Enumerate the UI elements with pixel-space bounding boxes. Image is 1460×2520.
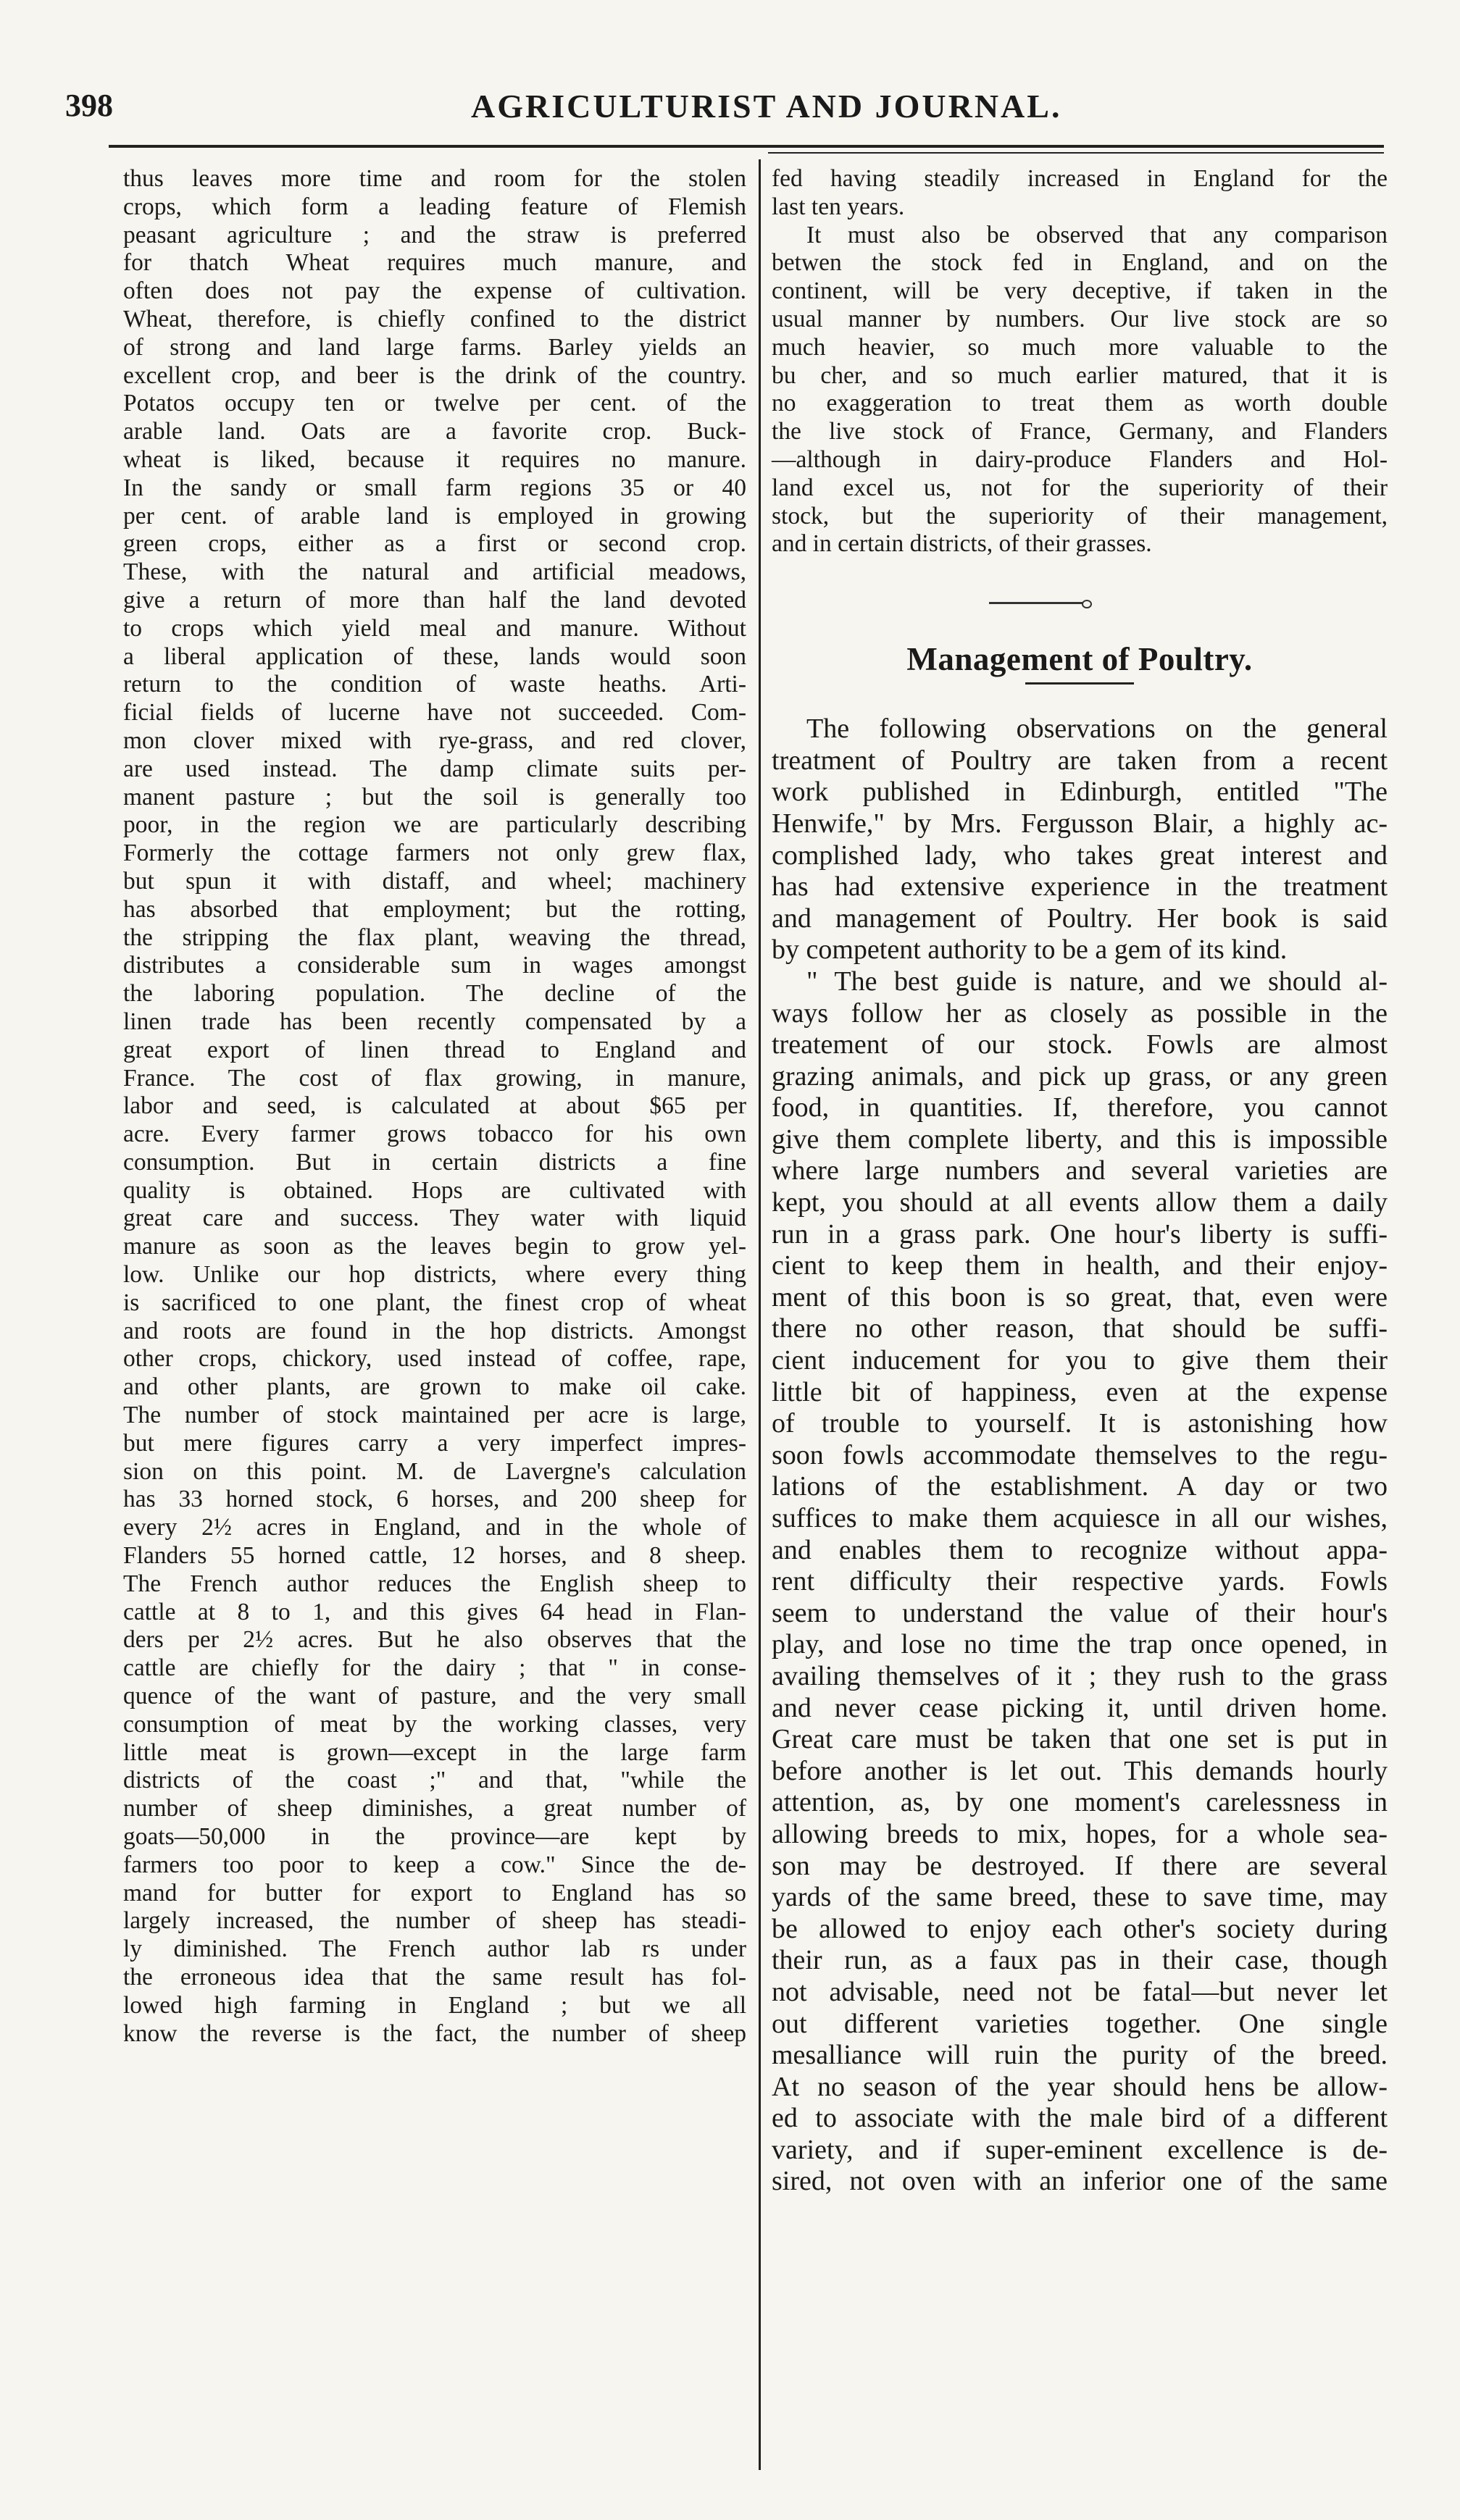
text-line: cient to keep them in health, and their enjoy-	[772, 1250, 1388, 1281]
text-line: little bit of happiness, even at the expense	[772, 1376, 1388, 1407]
text-line: out different varieties together. One single	[772, 2008, 1388, 2039]
text-line: excellent crop, and beer is the drink of the country.	[123, 361, 746, 389]
text-line: allowing breeds to mix, hopes, for a whole sea-	[772, 1818, 1388, 1849]
text-line: farmers too poor to keep a cow." Since the de-	[123, 1851, 746, 1878]
title-underline	[1025, 682, 1134, 685]
text-line: ficial fields of lucerne have not succeeded. Com-	[123, 699, 746, 727]
text-line: low. Unlike our hop districts, where every thing	[123, 1261, 746, 1289]
section-title: Management of Poultry.	[906, 641, 1253, 678]
text-line: " The best guide is nature, and we should al-	[806, 966, 1388, 997]
text-line: land excel us, not for the superiority of their	[772, 474, 1388, 501]
text-line: labor and seed, is calculated at about $65 per	[123, 1092, 746, 1120]
text-line: by competent authority to be a gem of its kind.	[772, 934, 1288, 966]
text-line: manent pasture ; but the soil is generally too	[123, 783, 746, 811]
text-line: mesalliance will ruin the purity of the breed.	[772, 2040, 1388, 2071]
text-line: give them complete liberty, and this is impossible	[772, 1123, 1388, 1155]
text-line: In the sandy or small farm regions 35 or 40	[123, 474, 746, 501]
text-line: no exaggeration to treat them as worth double	[772, 390, 1388, 417]
text-line: kept, you should at all events allow them a daily	[772, 1187, 1388, 1218]
text-line: —although in dairy-produce Flanders and Hol-	[772, 445, 1388, 473]
text-line: distributes a considerable sum in wages amongst	[123, 952, 746, 979]
text-line: treatement of our stock. Fowls are almost	[772, 1029, 1388, 1060]
text-line: cient inducement for you to give them their	[772, 1345, 1388, 1376]
text-line: It must also be observed that any comparison	[806, 221, 1388, 248]
text-line: complished lady, who takes great interest and	[772, 840, 1388, 871]
text-line: but spun it with distaff, and wheel; machinery	[123, 867, 746, 895]
text-line: of strong and land large farms. Barley yields an	[123, 333, 746, 361]
text-line: to crops which yield meal and manure. Without	[123, 614, 746, 642]
text-line: consumption. But in certain districts a fine	[123, 1148, 746, 1176]
text-line: great export of linen thread to England and	[123, 1036, 746, 1063]
page-number: 398	[65, 88, 113, 123]
text-line: districts of the coast ;" and that, "while the	[123, 1767, 746, 1794]
text-line: grazing animals, and pick up grass, or any green	[772, 1060, 1388, 1092]
text-line: yards of the same breed, these to save time, may	[772, 1882, 1388, 1913]
text-line: little meat is grown—except in the large farm	[123, 1738, 746, 1766]
text-line: The number of stock maintained per acre is large,	[123, 1402, 746, 1429]
text-line: crops, which form a leading feature of Flemish	[123, 193, 746, 220]
right-column	[772, 165, 1388, 2198]
text-line: betwen the stock fed in England, and on the	[772, 249, 1388, 277]
text-line: bu cher, and so much earlier matured, that it is	[772, 361, 1388, 389]
text-line: for thatch Wheat requires much manure, and	[123, 249, 746, 277]
text-line: Great care must be taken that one set is put in	[772, 1724, 1388, 1755]
text-line: seem to understand the value of their hour's	[772, 1597, 1388, 1628]
text-line: suffices to make them acquiesce in all our wishes,	[772, 1503, 1388, 1533]
text-line: play, and lose no time the trap once opened, in	[772, 1629, 1388, 1660]
text-line: goats—50,000 in the province—are kept by	[123, 1823, 746, 1851]
text-line: availing themselves of it ; they rush to the grass	[772, 1660, 1388, 1691]
text-line: consumption of meat by the working classes, very	[123, 1710, 746, 1738]
text-line: before another is let out. This demands hourly	[772, 1755, 1388, 1786]
text-line: where large numbers and several varieties are	[772, 1155, 1388, 1186]
text-line: not advisable, need not be fatal—but never let	[772, 1976, 1388, 2007]
text-line: Formerly the cottage farmers not only grew flax,	[123, 840, 746, 867]
text-line: their run, as a faux pas in their case, though	[772, 1945, 1388, 1976]
text-line: rent difficulty their respective yards. Fowls	[772, 1566, 1388, 1597]
text-line: last ten years.	[772, 193, 905, 220]
text-line: is sacrificed to one plant, the finest crop of wheat	[123, 1289, 746, 1316]
text-line: largely increased, the number of sheep has steadi-	[123, 1907, 746, 1935]
text-line: sion on this point. M. de Lavergne's calculation	[123, 1457, 746, 1485]
text-line: know the reverse is the fact, the number of sheep	[123, 2019, 746, 2047]
text-line: often does not pay the expense of cultivation.	[123, 277, 746, 305]
text-line: stock, but the superiority of their management,	[772, 502, 1388, 529]
running-head: AGRICULTURIST AND JOURNAL.	[471, 88, 1062, 125]
poultry-quote-paragraph	[772, 966, 1388, 2198]
section-separator	[989, 602, 1083, 604]
text-line: ed to associate with the male bird of a different	[772, 2103, 1388, 2134]
text-line: work published in Edinburgh, entitled "The	[772, 776, 1388, 808]
header-rule-secondary	[768, 152, 1384, 154]
text-line: Flanders 55 horned cattle, 12 horses, and 8 sheep.	[123, 1542, 746, 1570]
text-line: but mere figures carry a very imperfect impres-	[123, 1429, 746, 1457]
text-line: cattle are chiefly for the dairy ; that " in conse-	[123, 1654, 746, 1682]
text-line: soon fowls accommodate themselves to the regu-	[772, 1439, 1388, 1470]
text-line: quence of the want of pasture, and the very small	[123, 1683, 746, 1710]
text-line: are used instead. The damp climate suits per-	[123, 755, 746, 782]
text-line: peasant agriculture ; and the straw is preferred	[123, 221, 746, 248]
text-line: treatment of Poultry are taken from a recent	[772, 745, 1388, 776]
text-line: and other plants, are grown to make oil cake.	[123, 1373, 746, 1401]
text-line: has 33 horned stock, 6 horses, and 200 sheep for	[123, 1486, 746, 1513]
text-line: much heavier, so much more valuable to the	[772, 333, 1388, 361]
text-line: green crops, either as a first or second crop.	[123, 530, 746, 558]
text-line: give a return of more than half the land devoted	[123, 586, 746, 614]
text-line: manure as soon as the leaves begin to grow yel-	[123, 1233, 746, 1260]
text-line: the live stock of France, Germany, and Flanders	[772, 418, 1388, 445]
text-line: a liberal application of these, lands would soon	[123, 642, 746, 670]
text-line: wheat is liked, because it requires no manure.	[123, 445, 746, 473]
text-line: and enables them to recognize without appa-	[772, 1534, 1388, 1565]
page-header	[65, 87, 1384, 138]
text-line: great care and success. They water with liquid	[123, 1205, 746, 1232]
text-line: variety, and if super-eminent excellence is de-	[772, 2134, 1388, 2165]
text-line: other crops, chickory, used instead of coffee, rape,	[123, 1345, 746, 1373]
text-line: and never cease picking it, until driven home.	[772, 1692, 1388, 1723]
text-line: France. The cost of flax growing, in manure,	[123, 1064, 746, 1092]
text-line: the erroneous idea that the same result has fol-	[123, 1964, 746, 1991]
text-line: continent, will be very deceptive, if taken in the	[772, 277, 1388, 305]
text-line: mon clover mixed with rye-grass, and red clover,	[123, 727, 746, 754]
text-line: every 2½ acres in England, and in the whole of	[123, 1514, 746, 1541]
text-line: thus leaves more time and room for the stolen	[123, 165, 746, 192]
column-divider	[759, 159, 761, 2470]
text-line: At no season of the year should hens be allow-	[772, 2071, 1388, 2102]
text-line: lowed high farming in England ; but we all	[123, 1991, 746, 2019]
text-line: sired, not oven with an inferior one of the same	[772, 2166, 1388, 2197]
text-line: fed having steadily increased in England for the	[772, 165, 1388, 192]
text-line: mand for butter for export to England has so	[123, 1879, 746, 1906]
text-line: run in a grass park. One hour's liberty is suffi-	[772, 1218, 1388, 1249]
text-line: ment of this boon is so great, that, even were	[772, 1281, 1388, 1313]
text-line: acre. Every farmer grows tobacco for his own	[123, 1121, 746, 1148]
text-line: has absorbed that employment; but the rotting,	[123, 895, 746, 923]
text-line: and roots are found in the hop districts. Amongst	[123, 1317, 746, 1344]
text-line: number of sheep diminishes, a great number of	[123, 1795, 746, 1822]
continuation-paragraph	[772, 165, 1388, 222]
comparison-paragraph	[772, 222, 1388, 559]
text-line: Potatos occupy ten or twelve per cent. of the	[123, 390, 746, 417]
text-line: has had extensive experience in the treatment	[772, 871, 1388, 903]
header-rule	[109, 145, 1384, 148]
text-line: the stripping the flax plant, weaving the thread,	[123, 924, 746, 951]
text-line: and management of Poultry. Her book is said	[772, 903, 1388, 934]
text-line: lations of the establishment. A day or two	[772, 1471, 1388, 1502]
poultry-intro-paragraph	[772, 713, 1388, 966]
text-line: food, in quantities. If, therefore, you cannot	[772, 1092, 1388, 1123]
text-line: there no other reason, that should be suffi-	[772, 1313, 1388, 1344]
text-line: The French author reduces the English sheep to	[123, 1570, 746, 1597]
text-line: Wheat, therefore, is chiefly confined to the district	[123, 305, 746, 332]
text-line: return to the condition of waste heaths. Arti-	[123, 671, 746, 698]
text-line: The following observations on the general	[806, 713, 1388, 745]
text-line: attention, as, by one moment's carelessness in	[772, 1787, 1388, 1818]
text-line: quality is obtained. Hops are cultivated with	[123, 1176, 746, 1204]
text-line: Henwife," by Mrs. Fergusson Blair, a highly ac-	[772, 808, 1388, 839]
text-line: the laboring population. The decline of the	[123, 980, 746, 1008]
text-line: son may be destroyed. If there are several	[772, 1850, 1388, 1881]
text-line: arable land. Oats are a favorite crop. Buck-	[123, 418, 746, 445]
text-line: and in certain districts, of their grasses.	[772, 530, 1152, 558]
text-line: poor, in the region we are particularly describing	[123, 811, 746, 839]
text-line: per cent. of arable land is employed in growing	[123, 502, 746, 529]
text-line: linen trade has been recently compensated by a	[123, 1008, 746, 1035]
text-line: ly diminished. The French author lab rs under	[123, 1935, 746, 1963]
text-line: of trouble to yourself. It is astonishing how	[772, 1408, 1388, 1439]
left-column	[123, 165, 746, 2048]
text-line: be allowed to enjoy each other's society during	[772, 1913, 1388, 1944]
text-line: usual manner by numbers. Our live stock are so	[772, 305, 1388, 332]
text-line: ways follow her as closely as possible in the	[772, 997, 1388, 1029]
text-line: These, with the natural and artificial meadows,	[123, 558, 746, 586]
text-line: cattle at 8 to 1, and this gives 64 head in Flan-	[123, 1598, 746, 1625]
text-line: ders per 2½ acres. But he also observes that the	[123, 1626, 746, 1654]
